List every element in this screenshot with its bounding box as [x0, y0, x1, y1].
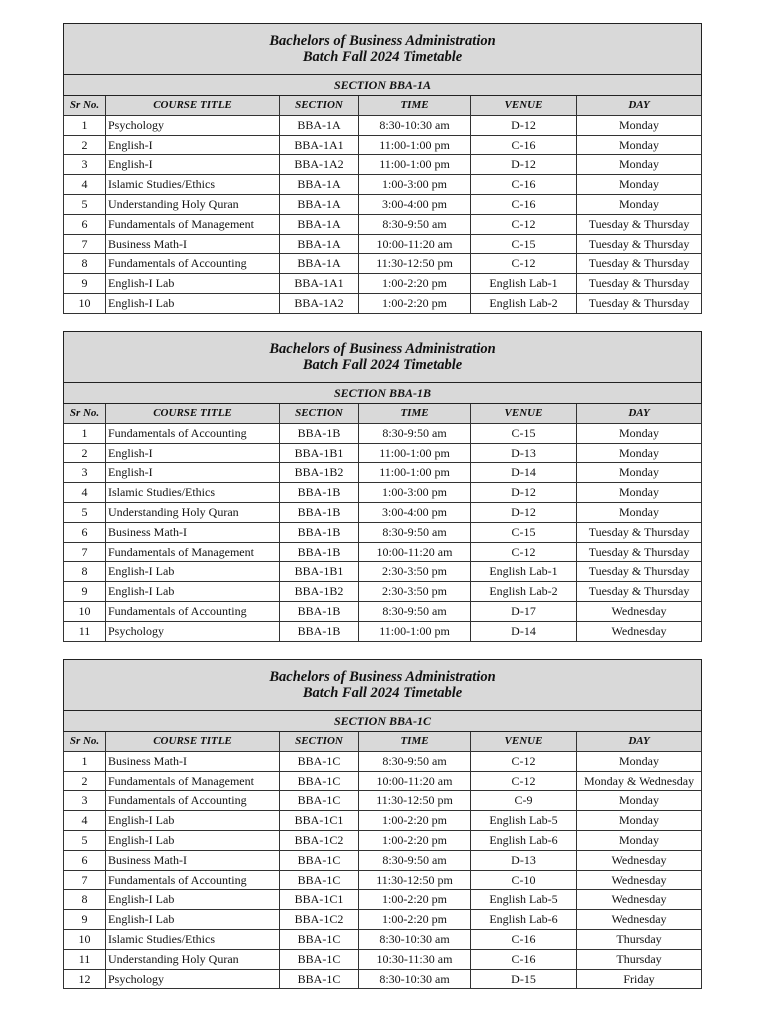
cell-time: 8:30-10:30 am: [359, 929, 471, 949]
cell-sr-no: 11: [64, 949, 106, 969]
table-row: [64, 274, 702, 294]
cell-course-title: English-I Lab: [106, 830, 280, 850]
cell-section: BBA-1B: [280, 522, 359, 542]
cell-day: Thursday: [577, 929, 702, 949]
cell-section: BBA-1A: [280, 115, 359, 135]
cell-venue: D-13: [471, 850, 577, 870]
cell-course-title: Fundamentals of Management: [106, 771, 280, 791]
cell-venue: C-15: [471, 522, 577, 542]
cell-day: Monday: [577, 791, 702, 811]
column-header-time: TIME: [359, 404, 471, 424]
cell-course-title: English-I: [106, 135, 280, 155]
cell-day: Monday: [577, 751, 702, 771]
cell-section: BBA-1B: [280, 621, 359, 641]
section-heading: SECTION BBA-1A: [64, 75, 702, 96]
cell-course-title: Business Math-I: [106, 850, 280, 870]
cell-venue: C-16: [471, 175, 577, 195]
column-header-sr-no: Sr No.: [64, 732, 106, 752]
cell-sr-no: 5: [64, 194, 106, 214]
column-header-time: TIME: [359, 732, 471, 752]
cell-section: BBA-1C: [280, 771, 359, 791]
cell-time: 11:00-1:00 pm: [359, 463, 471, 483]
table-row: [64, 949, 702, 969]
cell-day: Monday: [577, 175, 702, 195]
cell-day: Tuesday & Thursday: [577, 542, 702, 562]
cell-venue: D-12: [471, 155, 577, 175]
table-row: [64, 502, 702, 522]
cell-course-title: Business Math-I: [106, 751, 280, 771]
cell-section: BBA-1B: [280, 423, 359, 443]
cell-course-title: Fundamentals of Accounting: [106, 601, 280, 621]
cell-sr-no: 3: [64, 155, 106, 175]
cell-day: Wednesday: [577, 601, 702, 621]
column-header-day: DAY: [577, 404, 702, 424]
cell-time: 11:00-1:00 pm: [359, 443, 471, 463]
cell-venue: English Lab-6: [471, 830, 577, 850]
program-title: Bachelors of Business Administration: [269, 669, 496, 685]
cell-venue: D-17: [471, 601, 577, 621]
cell-section: BBA-1B: [280, 601, 359, 621]
cell-time: 8:30-10:30 am: [359, 969, 471, 989]
cell-day: Wednesday: [577, 890, 702, 910]
column-header-time: TIME: [359, 96, 471, 116]
cell-venue: C-12: [471, 254, 577, 274]
cell-section: BBA-1B2: [280, 582, 359, 602]
column-header-course-title: COURSE TITLE: [106, 96, 280, 116]
cell-venue: English Lab-1: [471, 562, 577, 582]
cell-section: BBA-1B2: [280, 463, 359, 483]
cell-section: BBA-1C: [280, 949, 359, 969]
table-row: [64, 194, 702, 214]
cell-course-title: Fundamentals of Accounting: [106, 870, 280, 890]
column-header-sr-no: Sr No.: [64, 96, 106, 116]
cell-venue: C-16: [471, 929, 577, 949]
cell-day: Monday: [577, 811, 702, 831]
cell-course-title: Islamic Studies/Ethics: [106, 483, 280, 503]
cell-time: 1:00-2:20 pm: [359, 830, 471, 850]
cell-venue: D-12: [471, 502, 577, 522]
cell-time: 11:00-1:00 pm: [359, 621, 471, 641]
cell-sr-no: 10: [64, 929, 106, 949]
cell-course-title: English-I Lab: [106, 890, 280, 910]
cell-sr-no: 2: [64, 135, 106, 155]
table-row: [64, 850, 702, 870]
cell-day: Wednesday: [577, 870, 702, 890]
cell-section: BBA-1A: [280, 175, 359, 195]
cell-sr-no: 4: [64, 483, 106, 503]
cell-course-title: English-I Lab: [106, 562, 280, 582]
table-row: [64, 582, 702, 602]
cell-section: BBA-1A2: [280, 155, 359, 175]
cell-section: BBA-1A2: [280, 293, 359, 313]
table-row: [64, 910, 702, 930]
cell-venue: C-16: [471, 949, 577, 969]
cell-section: BBA-1B: [280, 502, 359, 522]
cell-day: Monday: [577, 135, 702, 155]
batch-title: Batch Fall 2024 Timetable: [302, 685, 463, 701]
cell-sr-no: 7: [64, 234, 106, 254]
cell-venue: English Lab-6: [471, 910, 577, 930]
cell-course-title: Fundamentals of Management: [106, 214, 280, 234]
batch-title: Batch Fall 2024 Timetable: [302, 49, 463, 65]
cell-time: 10:00-11:20 am: [359, 542, 471, 562]
column-header-section: SECTION: [280, 732, 359, 752]
cell-day: Tuesday & Thursday: [577, 234, 702, 254]
cell-day: Monday: [577, 155, 702, 175]
cell-section: BBA-1C: [280, 791, 359, 811]
cell-venue: D-14: [471, 621, 577, 641]
cell-course-title: Fundamentals of Management: [106, 542, 280, 562]
cell-course-title: Business Math-I: [106, 234, 280, 254]
cell-venue: English Lab-5: [471, 811, 577, 831]
cell-venue: C-12: [471, 771, 577, 791]
batch-title: Batch Fall 2024 Timetable: [302, 357, 463, 373]
cell-venue: C-12: [471, 214, 577, 234]
timetable-section-1: [63, 23, 702, 314]
timetable-section-3: [63, 659, 702, 989]
table-row: [64, 175, 702, 195]
program-title: Bachelors of Business Administration: [269, 341, 496, 357]
cell-time: 11:30-12:50 pm: [359, 870, 471, 890]
table-row: [64, 601, 702, 621]
cell-course-title: English-I Lab: [106, 274, 280, 294]
cell-day: Tuesday & Thursday: [577, 274, 702, 294]
table-row: [64, 830, 702, 850]
cell-course-title: English-I Lab: [106, 293, 280, 313]
cell-sr-no: 2: [64, 771, 106, 791]
cell-course-title: English-I Lab: [106, 910, 280, 930]
cell-time: 8:30-9:50 am: [359, 751, 471, 771]
cell-course-title: Fundamentals of Accounting: [106, 254, 280, 274]
cell-venue: English Lab-1: [471, 274, 577, 294]
table-row: [64, 423, 702, 443]
cell-section: BBA-1C: [280, 929, 359, 949]
cell-sr-no: 6: [64, 850, 106, 870]
cell-time: 1:00-3:00 pm: [359, 175, 471, 195]
cell-day: Wednesday: [577, 621, 702, 641]
cell-day: Tuesday & Thursday: [577, 293, 702, 313]
cell-section: BBA-1B1: [280, 443, 359, 463]
cell-sr-no: 1: [64, 115, 106, 135]
cell-venue: English Lab-2: [471, 582, 577, 602]
cell-venue: English Lab-5: [471, 890, 577, 910]
cell-course-title: Islamic Studies/Ethics: [106, 929, 280, 949]
cell-venue: D-15: [471, 969, 577, 989]
cell-time: 8:30-9:50 am: [359, 423, 471, 443]
column-header-course-title: COURSE TITLE: [106, 404, 280, 424]
cell-time: 1:00-2:20 pm: [359, 293, 471, 313]
cell-venue: C-10: [471, 870, 577, 890]
timetable-section-2: [63, 331, 702, 642]
cell-sr-no: 5: [64, 502, 106, 522]
cell-time: 8:30-9:50 am: [359, 850, 471, 870]
column-header-section: SECTION: [280, 404, 359, 424]
cell-time: 1:00-2:20 pm: [359, 910, 471, 930]
cell-time: 1:00-2:20 pm: [359, 274, 471, 294]
cell-time: 10:00-11:20 am: [359, 234, 471, 254]
table-row: [64, 522, 702, 542]
timetable-title: [64, 24, 702, 75]
cell-time: 2:30-3:50 pm: [359, 582, 471, 602]
cell-section: BBA-1C: [280, 751, 359, 771]
cell-course-title: Understanding Holy Quran: [106, 194, 280, 214]
cell-day: Tuesday & Thursday: [577, 254, 702, 274]
cell-day: Monday: [577, 502, 702, 522]
cell-section: BBA-1A: [280, 194, 359, 214]
cell-sr-no: 3: [64, 463, 106, 483]
cell-day: Monday: [577, 463, 702, 483]
cell-time: 11:00-1:00 pm: [359, 135, 471, 155]
cell-day: Thursday: [577, 949, 702, 969]
table-row: [64, 870, 702, 890]
table-row: [64, 771, 702, 791]
table-row: [64, 969, 702, 989]
cell-course-title: Psychology: [106, 621, 280, 641]
cell-time: 1:00-2:20 pm: [359, 890, 471, 910]
cell-course-title: English-I: [106, 463, 280, 483]
cell-venue: C-15: [471, 234, 577, 254]
cell-course-title: Psychology: [106, 969, 280, 989]
table-row: [64, 443, 702, 463]
cell-venue: C-9: [471, 791, 577, 811]
cell-section: BBA-1C: [280, 870, 359, 890]
cell-section: BBA-1A: [280, 214, 359, 234]
cell-section: BBA-1B: [280, 542, 359, 562]
cell-time: 3:00-4:00 pm: [359, 502, 471, 522]
cell-venue: D-12: [471, 115, 577, 135]
cell-section: BBA-1B1: [280, 562, 359, 582]
cell-sr-no: 8: [64, 890, 106, 910]
cell-section: BBA-1C2: [280, 910, 359, 930]
cell-sr-no: 6: [64, 214, 106, 234]
cell-section: BBA-1C: [280, 969, 359, 989]
column-header-day: DAY: [577, 96, 702, 116]
cell-time: 1:00-3:00 pm: [359, 483, 471, 503]
column-header-course-title: COURSE TITLE: [106, 732, 280, 752]
table-row: [64, 811, 702, 831]
cell-time: 11:30-12:50 pm: [359, 254, 471, 274]
cell-sr-no: 6: [64, 522, 106, 542]
table-row: [64, 621, 702, 641]
cell-time: 11:00-1:00 pm: [359, 155, 471, 175]
cell-section: BBA-1A: [280, 234, 359, 254]
cell-sr-no: 8: [64, 562, 106, 582]
cell-time: 10:30-11:30 am: [359, 949, 471, 969]
section-heading: SECTION BBA-1B: [64, 383, 702, 404]
cell-day: Tuesday & Thursday: [577, 522, 702, 542]
cell-day: Tuesday & Thursday: [577, 214, 702, 234]
timetable-title: [64, 660, 702, 711]
cell-time: 8:30-10:30 am: [359, 115, 471, 135]
cell-day: Monday: [577, 423, 702, 443]
cell-time: 8:30-9:50 am: [359, 522, 471, 542]
cell-sr-no: 11: [64, 621, 106, 641]
table-row: [64, 463, 702, 483]
table-row: [64, 155, 702, 175]
cell-sr-no: 4: [64, 175, 106, 195]
cell-sr-no: 1: [64, 751, 106, 771]
cell-day: Monday: [577, 194, 702, 214]
table-row: [64, 115, 702, 135]
column-header-venue: VENUE: [471, 404, 577, 424]
table-row: [64, 293, 702, 313]
table-row: [64, 929, 702, 949]
cell-venue: English Lab-2: [471, 293, 577, 313]
column-header-venue: VENUE: [471, 732, 577, 752]
cell-sr-no: 7: [64, 870, 106, 890]
cell-sr-no: 9: [64, 910, 106, 930]
table-row: [64, 542, 702, 562]
cell-section: BBA-1C1: [280, 890, 359, 910]
cell-sr-no: 9: [64, 582, 106, 602]
cell-sr-no: 5: [64, 830, 106, 850]
cell-section: BBA-1A1: [280, 274, 359, 294]
cell-course-title: Fundamentals of Accounting: [106, 791, 280, 811]
cell-section: BBA-1A: [280, 254, 359, 274]
cell-course-title: Islamic Studies/Ethics: [106, 175, 280, 195]
cell-section: BBA-1C: [280, 850, 359, 870]
table-row: [64, 135, 702, 155]
cell-day: Monday: [577, 483, 702, 503]
cell-venue: D-13: [471, 443, 577, 463]
cell-venue: C-16: [471, 135, 577, 155]
cell-course-title: English-I Lab: [106, 811, 280, 831]
cell-course-title: Understanding Holy Quran: [106, 949, 280, 969]
cell-course-title: English-I Lab: [106, 582, 280, 602]
cell-day: Friday: [577, 969, 702, 989]
cell-time: 3:00-4:00 pm: [359, 194, 471, 214]
cell-day: Monday: [577, 443, 702, 463]
cell-course-title: Business Math-I: [106, 522, 280, 542]
table-row: [64, 890, 702, 910]
column-header-sr-no: Sr No.: [64, 404, 106, 424]
cell-section: BBA-1A1: [280, 135, 359, 155]
table-row: [64, 483, 702, 503]
cell-venue: D-12: [471, 483, 577, 503]
cell-venue: C-12: [471, 542, 577, 562]
cell-day: Wednesday: [577, 850, 702, 870]
cell-section: BBA-1C2: [280, 830, 359, 850]
cell-venue: C-15: [471, 423, 577, 443]
cell-sr-no: 2: [64, 443, 106, 463]
cell-day: Monday: [577, 830, 702, 850]
cell-course-title: English-I: [106, 155, 280, 175]
column-header-section: SECTION: [280, 96, 359, 116]
cell-day: Tuesday & Thursday: [577, 582, 702, 602]
cell-day: Monday: [577, 115, 702, 135]
column-header-venue: VENUE: [471, 96, 577, 116]
cell-sr-no: 10: [64, 293, 106, 313]
cell-sr-no: 12: [64, 969, 106, 989]
program-title: Bachelors of Business Administration: [269, 33, 496, 49]
cell-course-title: Psychology: [106, 115, 280, 135]
cell-venue: D-14: [471, 463, 577, 483]
column-header-day: DAY: [577, 732, 702, 752]
cell-sr-no: 3: [64, 791, 106, 811]
table-row: [64, 214, 702, 234]
table-row: [64, 254, 702, 274]
cell-day: Monday & Wednesday: [577, 771, 702, 791]
cell-sr-no: 4: [64, 811, 106, 831]
table-row: [64, 791, 702, 811]
table-row: [64, 234, 702, 254]
cell-course-title: Fundamentals of Accounting: [106, 423, 280, 443]
cell-time: 1:00-2:20 pm: [359, 811, 471, 831]
cell-time: 8:30-9:50 am: [359, 214, 471, 234]
table-row: [64, 751, 702, 771]
cell-day: Tuesday & Thursday: [577, 562, 702, 582]
cell-venue: C-12: [471, 751, 577, 771]
cell-sr-no: 7: [64, 542, 106, 562]
section-heading: SECTION BBA-1C: [64, 711, 702, 732]
cell-section: BBA-1C1: [280, 811, 359, 831]
timetable-title: [64, 332, 702, 383]
table-row: [64, 562, 702, 582]
cell-section: BBA-1B: [280, 483, 359, 503]
cell-sr-no: 10: [64, 601, 106, 621]
cell-sr-no: 1: [64, 423, 106, 443]
cell-time: 10:00-11:20 am: [359, 771, 471, 791]
cell-time: 2:30-3:50 pm: [359, 562, 471, 582]
cell-course-title: Understanding Holy Quran: [106, 502, 280, 522]
cell-course-title: English-I: [106, 443, 280, 463]
cell-time: 8:30-9:50 am: [359, 601, 471, 621]
cell-sr-no: 8: [64, 254, 106, 274]
cell-sr-no: 9: [64, 274, 106, 294]
cell-venue: C-16: [471, 194, 577, 214]
cell-time: 11:30-12:50 pm: [359, 791, 471, 811]
cell-day: Wednesday: [577, 910, 702, 930]
